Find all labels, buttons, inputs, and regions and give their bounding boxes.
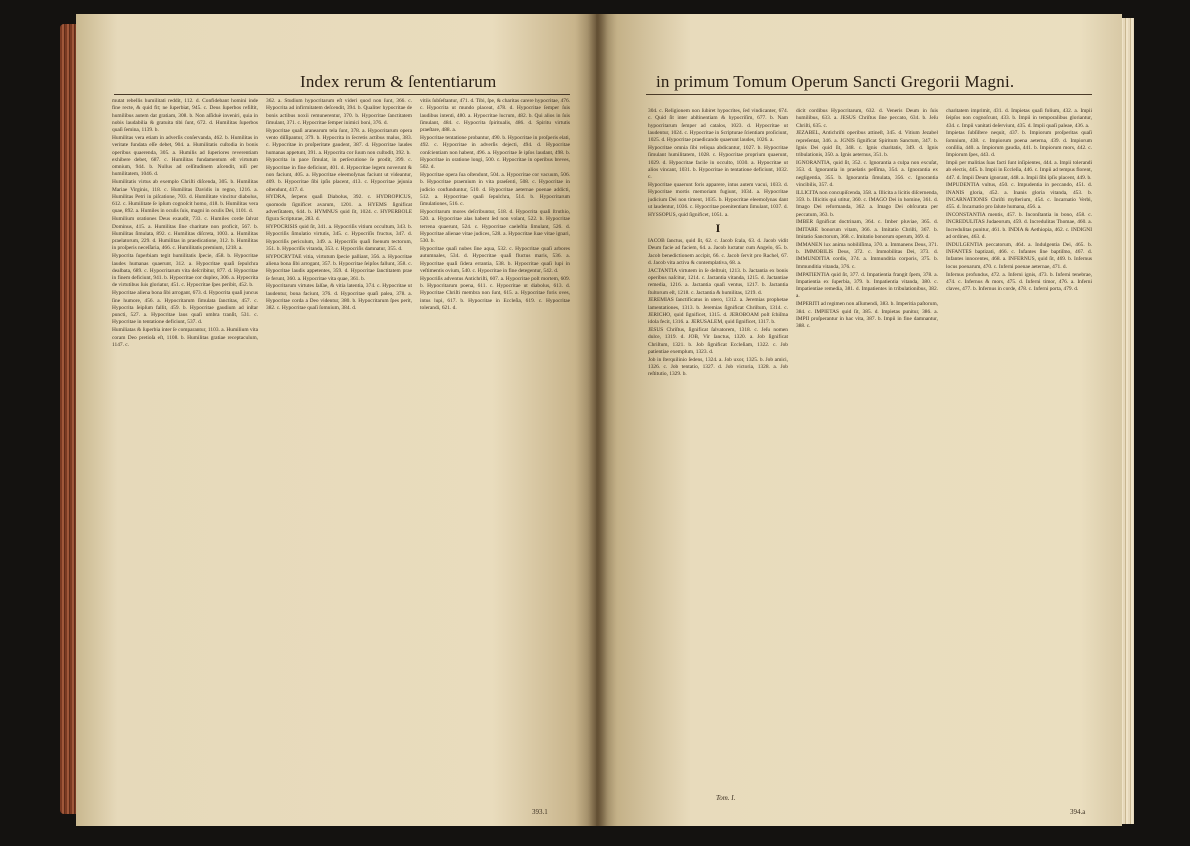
index-entry: Hypocriſis adventus Antichriſti, 607. a. Hypocritae poſt mortem, 609. b. Hypocritarum poena, 611. c. Hypocritae ut diabolus, 613. d. Hypocritae Chriſti membra non ſunt, 615. a. Hypocritae foris oves, intus lupi, 617. b. Hypocritae in Eccleſia, 619. c. Hypocritae tolerandi, 621. d. (420, 275, 570, 311)
index-entry: Humilium orationes Deus exaudit, 733. c. Humiles corde ſalvat Dominus, 415. a. Humilitas ſine charitate non proficit, 567. b. Humilitas ſimulata, 892. c. Humilitas diſcreta, 1003. a. Humilitas praelatorum, 229. d. Humilitas in praedicatione, 312. b. Humilitas in proſperis neceſſaria, 466. c. Humilitatis premium, 1218. a. (112, 216, 258, 252)
left-running-head: Index rerum & ſententiarum (300, 72, 497, 91)
index-entry: Hypocritarum mores deſcribuntur, 518. d. Hypocrita quaſi ſtruthio, 520. a. Hypocritae alas habent ſed non volant, 522. b. Hypocritae terrena quaerunt, 524. c. Hypocritae caeleſtia ſimulant, 526. d. Hypocritae alienae vitae judices, 528. a. Hypocritae ſuae vitae ignari, 530. b. (420, 208, 570, 245)
index-entry: Hypocrita in pace ſimulat, in perſecutione ſe prodit, 399. c. Hypocritae in fine deficiunt, 401. d. Hypocritae legem noverunt & non faciunt, 405. a. Hypocritae eleemoſynas faciunt ut videantur, 409. b. Hypocritae ſibi ipſis placent, 413. c. Hypocritae jejunia oſtendunt, 417. d. (266, 157, 412, 193)
gutter-shadow (588, 14, 608, 826)
index-entry: dicit cordibus Hypocritarum, 632. d. Veneris Deum in ſuis humilibus, 633. a. JESUS Chriſtus ſine peccato, 634. b. Jeſu Chriſti, 635. c. (796, 108, 938, 129)
left-head-rule (114, 94, 570, 95)
index-entry: Hypocritae aliena bona ſibi arrogant, 673. d. Hypocrita quaſi juncus ſine humore, 456. a. Hypocritarum ſimulata ſanctitas, 457. c. Hypocrita ſeipſum fallit, 459. b. Hypocritae gaudium ad inſtar puncti, 527. a. Hypocritae laus quaſi umbra tranſit, 531. c. Hypocritae in tentatione deficiunt, 537. d. (112, 290, 258, 326)
index-entry: JESUS Chriſtus, ſignificat ſalvatorem, 1318. c. Jeſu nomen dulce, 1319. d. JOB, Vir ſanctus, 1320. a. Job ſignificat Chriſtum, 1321. b. Job ſignificat Eccleſiam, 1322. c. Job patientiae exemplum, 1323. d. (648, 327, 788, 355)
index-entry: IGNORANTIA, quid ſit, 352. c. Ignorantia a culpa non excuſat, 353. d. Ignorantia in praelatis peſſima, 354. a. Ignorantia ex negligentia, 355. b. Ignorantia ſimulata, 356. c. Ignorantia vincibilis, 357. d. (796, 160, 938, 188)
index-entry: Impii per malitias ſuas facti ſunt inſipientes, 444. a. Impii tolerandi ab electis, 445. b. Impii in Eccleſia, 446. c. Impii ad tempus florent, 447. d. Impii Deum ignorant, 448. a. Impii ſibi ipſis placent, 449. b. (946, 160, 1092, 181)
index-entry: Infernus profundus, 472. a. Inferni ignis, 473. b. Inferni tenebrae, 474. c. Infernus & mors, 475. d. Inferni timor, 476. a. Inferni claves, 477. b. Infernus in corde, 478. c. Inferni porta, 479. d. (946, 271, 1092, 293)
section-letter: I (715, 220, 721, 235)
index-entry: HYPOCRISIS quid ſit, 341. a. Hypocriſis vitium occultum, 343. b. Hypocriſis ſimulatio virtutis, 345. c. Hypocriſis fructus, 347. d. Hypocriſis periculum, 349. a. Hypocriſis quaſi foenum tectorum, 351. b. Hypocriſis vitanda, 353. c. Hypocriſis damnatur, 355. d. (266, 224, 412, 252)
index-entry: HYSSOPUS, quid ſignificet, 1051. a. (648, 211, 729, 218)
index-entry: Job in ſterquilinio ſedens, 1324. a. Job uxor, 1325. b. Job amici, 1326. c. Job tentatio, 1327. d. Job victoria, 1328. a. Job reſtitutio, 1329. b. (648, 356, 788, 378)
index-entry: Hypocrita ſuperbiam tegit humilitatis ſpecie, 458. b. Hypocritae laudes humanas quaerunt, 312. a. Hypocritae quaſi ſepulchra dealbata, 689. c. Hypocritarum vita deſcribitur, 877. d. Hypocritae in finem deficiunt, 941. b. Hypocritae cor duplex, 306. a. Hypocrita de virtutibus ſuis gloriatur, 451. c. Hypocritae ſpes peribit, 452. b. (112, 253, 258, 289)
index-entry: mutat rebellis humilitati reddit, 112. d. Confidebant homini inde fine recte, & quid fit; ne ſuperbiat, 945. c. Deus ſuperbos refiſtit, humilibus autem dat gratiam, 308. b. Non aſſiduè inveniri, quia in nobis laudabilia & gratuita tibi ſunt, 672. d. Humilitas ſuperbos quaſi ſemina, 1139. b. (112, 98, 258, 134)
index-entry: IACOB ſanctus, quid ſit, 62. c. Jacob ſcala, 63. d. Jacob vidit Deum facie ad faciem, 64. a. Jacob luctatur cum Angelo, 65. b. Jacob benedictionem accipit, 66. c. Jacob ſervit pro Rachel, 67. d. Jacob vita activa & contemplativa, 68. a. (648, 237, 788, 266)
index-entry: vitiis ſubſeſtantur, 471. d. Tibi, ſpe, & charitas carere hypocritae, 476. c. Hypocrita ut mundo placeat, 478. d. Hypocritae ſemper ſuis laudibus intenti, 480. a. Hypocritae lucrum, 482. b. Qui alios in ſuis ſimulant, 484. c. Hypocrita ſpiritualis, 486. d. Spiritu virtutis praeſtare, 488. a. (420, 98, 570, 134)
left-column-2 (266, 98, 412, 798)
left-column-3 (420, 98, 570, 798)
right-column-3 (946, 108, 1092, 826)
left-folio: 393.1 (532, 808, 548, 816)
right-signature: Tom. I. (716, 794, 736, 802)
right-page (596, 14, 1122, 826)
left-page (76, 14, 596, 826)
index-entry: HYPOCRYTAE vitia, virtutum ſpecie palliant, 356. a. Hypocritae aliena bona ſibi arrogant, 357. b. Hypocritae ſeipſos fallunt, 358. c. Hypocritae laudis appetentes, 359. d. Hypocritae ſanctitatem prae ſe ferunt, 360. a. Hypocritae vita quae, 361. b. (266, 253, 412, 282)
index-entry: IMBER ſignificat doctrinam, 364. c. Imber pluviae, 365. d. IMITARE bonorum vitam, 366. a. Imitatio Chriſti, 367. b. Imitatio Sanctorum, 368. c. Imitatio bonorum operum, 369. d. (796, 219, 938, 241)
index-entry: Impietas ſubſiſtere nequit, 437. b. Impiorum proſperitas quaſi ſomnium, 438. c. Impiorum poena aeterna, 439. d. Impiorum conſilia, 440. a. Impiorum gaudia, 441. b. Impiorum mors, 442. c. Impiorum ſpes, 443. d. (946, 130, 1092, 159)
index-entry: Humiliatas & ſuperbia inter ſe comparantur, 1103. a. Humilium vita coram Deo pretioſa eſt, 1108. b. Humilitas gratiae receptaculum, 1147. c. (112, 327, 258, 348)
index-entry: Hypocritarum virtutes ſalſae, & vitia latentia, 374. c. Hypocritae ut laudentur, bona faciunt, 376. d. Hypocritae quaſi palea, 378. a. Hypocritae corda a Deo videntur, 380. b. Hypocritarum ſpes perit, 382. c. Hypocritae quaſi ſomnium, 384. d. (266, 283, 412, 312)
index-entry: 362. a. Studium hypocritarum eſt videri quod non ſunt, 366. c. Hypocrita ad infirmitatem deſcendit, 394. b. Qualiter hypocritae de bonis actibus noxii remunerentur, 370. b. Hypocritae ſanctitatem ſimulant, 371. c. Hypocritae ſemper inimici boni, 376. d. (266, 98, 412, 126)
index-entry: JEZABEL, Antichriſti operibus attineſt, 345. d. Vitium Jezabel repreſentat, 346. a. JGNIS ſignificat Spiritum Sanctum, 347. b. Ignis Dei quid ſit, 348. c. Ignis charitatis, 349. d. Ignis tribulationis, 350. a. Ignis aeternus, 351. b. (796, 130, 938, 159)
index-entry: JACTANTIA virtutem in ſe deſtruit, 1213. b. Jactantia ex bonis operibus naſcitur, 1214. c. Jactantia vitanda, 1215. d. Jactantiae remedia, 1216. a. Jactantia quaſi ventus, 1217. b. Jactantia ſtultorum eſt, 1218. c. Jactantia & humilitas, 1219. d. (648, 267, 788, 296)
right-running-head: in primum Tomum Operum Sancti Gregorii Magni. (656, 72, 1015, 91)
index-entry: charitatem imprimit, 431. d. Impietas quaſi folium, 432. a. Impii ſeipſos non cognoſcunt, 433. b. Impii in temporalibus gloriantur, 434. c. Impii vanitati deſerviunt, 435. d. Impii quaſi paleae, 436. a. (946, 108, 1092, 129)
index-entry: IMPATIENTIA quid ſit, 377. d. Impatientia frangit ſpem, 378. a. Impatientia ex ſuperbia, 379. b. Impatientia vitanda, 380. c. Impatientiae remedia, 381. d. Impatientes in tribulationibus, 382. a. (796, 271, 938, 300)
right-column-2 (796, 108, 938, 768)
right-head-rule (646, 94, 1092, 95)
index-entry: ILLICITA non concupiſcenda, 358. a. Illicita a licitis diſcernenda, 359. b. Illicitis qui utitur, 360. c. IMAGO Dei in homine, 361. d. Imago Dei reformanda, 362. a. Imago Dei obſcurata per peccatum, 363. b. (796, 189, 938, 218)
index-entry: INDULGENTIA peccatorum, 464. a. Indulgentia Dei, 465. b. INFANTES baptizati, 466. c. Infantes ſine baptiſmo, 467. d. Infantes innocentes, 468. a. INFERNUS, quid ſit, 469. b. Infernus locus poenarum, 470. c. Inferni poenae aeternae, 471. d. (946, 241, 1092, 270)
index-entry: IMPUDENTIA vultus, 450. c. Impudentia in peccando, 451. d. INANIS gloria, 452. a. Inanis gloria vitanda, 453. b. INCARNATIONIS Chriſti myſterium, 454. c. Incarnatio Verbi, 455. d. Incarnatio pro ſalute humana, 456. a. (946, 182, 1092, 211)
right-folio: 394.a (1070, 808, 1086, 816)
index-entry: Hypocritae quaſi nubes ſine aqua, 532. c. Hypocritae quaſi arbores autumnales, 534. d. Hypocritae quaſi fluctus maris, 536. a. Hypocritae quaſi ſidera errantia, 538. b. Hypocritae quaſi lupi in veſtimentis ovium, 540. c. Hypocritae in fine detegentur, 542. d. (420, 245, 570, 274)
index-entry: IMPERITI ad regimen non aſſumendi, 383. b. Imperitia paſtorum, 384. c. IMPIETAS quid ſit, 385. d. Impietas punitur, 386. a. IMPII proſperantur in hac vita, 387. b. Impii in fine damnantur, 388. c. (796, 301, 938, 330)
index-entry: Humilitas vera etiam in adverſis conſervanda, 462. b. Humilitas in veritate fundata eſſe debet, 904. a. Humilitatis cuſtodia in bonis operibus quaerenda, 305. a. Humilis ad ſuperiores reverentiam exhibere debet, 687. c. Humilitas fundamentum eſt virtutum omnium, 944. b. Nullus ad celſitudinem aſcendit, niſi per humilitatem, 1046. d. (112, 134, 258, 178)
index-entry: INCONSTANTIA mentis, 457. b. Inconſtantia in bono, 458. c. INCREDULITAS Judaeorum, 459. d. Incredulitas Thomae, 460. a. Incredulitas punitur, 461. b. INDIA & Aethiopia, 462. c. INDIGNI ad ordines, 463. d. (946, 212, 1092, 241)
index-entry: IMMANEN lux anima nobiliſſima, 370. a. Immanens Deus, 371. b. IMMOBILIS Deus, 372. c. Immobilitas Dei, 373. d. IMMUNDITIA cordis, 374. a. Immunditia corporis, 375. b. Immunditia vitanda, 376. c. (796, 241, 938, 270)
index-entry: Hypocritae quaſi aranearum tela ſunt, 378. a. Hypocritarum opera vento diſſipantur, 379. b. Hypocrita in ſecretis actibus malus, 383. c. Hypocritae in proſperitate gaudent, 387. d. Hypocritae laudes humanas appetunt, 391. a. Hypocrita cor ſuum non cuſtodit, 392. b. (266, 127, 412, 156)
right-column-1 (648, 108, 788, 768)
index-entry: HYDRA, ſerpens quaſi Diabolus, 392. c. HYDROPICUS, quomodo ſignificet avarum, 1201. a. HYEMS ſignificat adverſitatem, 644. b. HYMNUS quid ſit, 1024. c. HYPERBOLE figura Scripturae, 283. d. (266, 194, 412, 223)
index-entry: Hypocritae tentatione probantur, 490. b. Hypocritae in proſperis elati, 492. c. Hypocritae in adverſis dejecti, 494. d. Hypocritae conſcientiam non habent, 496. a. Hypocritae ſe ipſos laudant, 498. b. Hypocritae in oratione longi, 500. c. Hypocritae in operibus breves, 502. d. (420, 134, 570, 171)
left-column-1 (112, 98, 258, 798)
index-entry: 304. c. Religionem non ſubiret hypocrites, ſed vindicanter, 674. c. Quid ſit inter abſtinentiam & hypocriſim, 677. b. Nam hypocritarum ſemper ad catalos, 1023. d. Hypocritae ut laudentur, 1024. c. Hypocritae in Scripturae ſcientiam proſiciunt, 1025. d. Hypocritae praedicando quaerunt laudes, 1026. a. (648, 108, 788, 144)
index-entry: Hypocritae quaerunt foris apparere, intus autem vacui, 1033. d. Hypocritae mortis memoriam fugiunt, 1034. a. Hypocritae judicium Dei non timent, 1035. b. Hypocritae eleemoſynas dant ut laudentur, 1036. c. Hypocritae poenitentiam ſimulant, 1037. d. (648, 181, 788, 210)
index-entry: Humilitatis virtus ab exemplo Chriſti diſcenda, 305. b. Humilitas Mariae Virginis, 118. c. Humilitas Davidis in regno, 1216. a. Humilitas Petri in piſcatione, 703. d. Humilitate vincitur diabolus, 612. c. Humilitate ſe ipſum cognoſcit homo, 418. b. Humilitas vera quae, 892. a. Humiles in oculis ſuis, magni in oculis Dei, 1101. d. (112, 179, 258, 215)
index-entry: Hypocritae omnia ſibi reliqua abdicantur, 1027. b. Hypocritae ſimulant humilitatem, 1028. c. Hypocritae proprium quaerunt, 1029. d. Hypocritae facile in occulto, 1030. a. Hypocritae ut alios vincant, 1031. b. Hypocritae in tentatione deficiunt, 1032. c. (648, 144, 788, 181)
index-entry: Hypocritae opera ſua oſtendunt, 504. a. Hypocritae cor vacuum, 506. b. Hypocritae praemium in vita praeſenti, 508. c. Hypocritae in judicio confunduntur, 510. d. Hypocritae aeternae poenae addicti, 512. a. Hypocritae quaſi ſepulchra, 514. b. Hypocritarum ſimulationes, 516. c. (420, 171, 570, 208)
index-entry: JEREMIAS ſanctificatus in utero, 1312. a. Jeremias prophetae lamentationes, 1313. b. Jeremias ſignificat Chriſtum, 1314. c. JERICHO, quid ſignificet, 1315. d. JEROBOAM poſt ſchiſma idola fecit, 1316. a. JERUSALEM, quid ſignificet, 1317. b. (648, 297, 788, 326)
